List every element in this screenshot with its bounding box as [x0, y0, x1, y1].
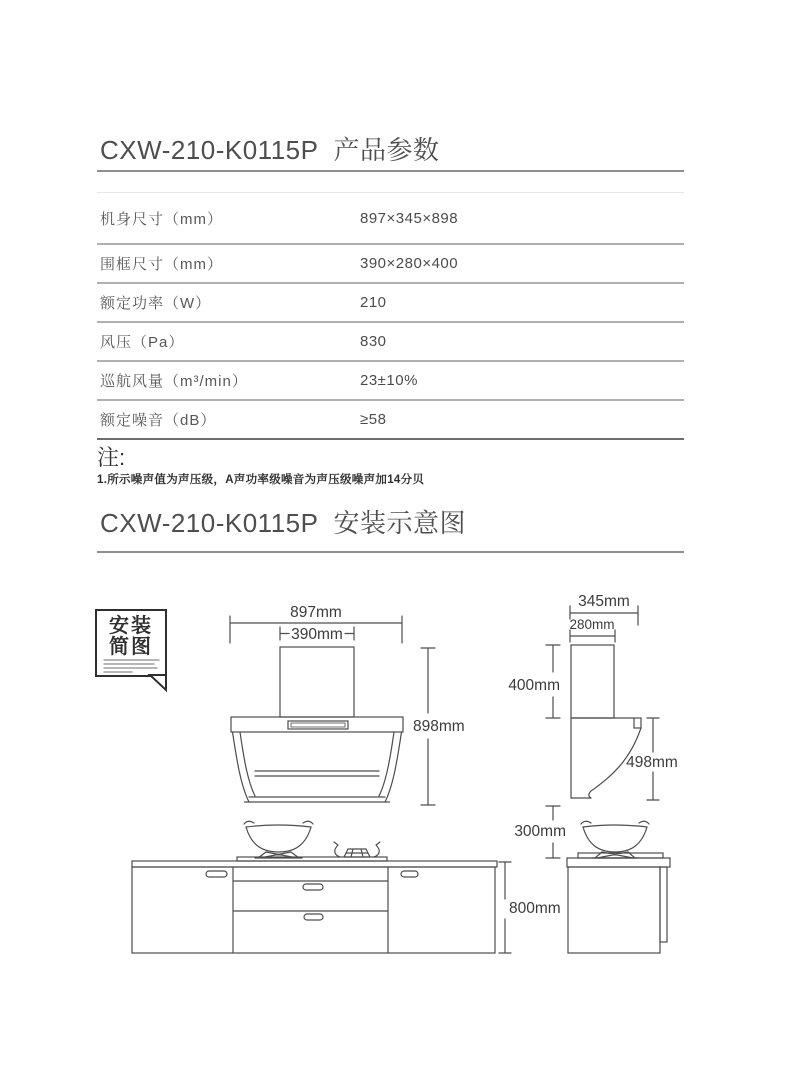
cabinet-front: [132, 867, 495, 953]
cabinet-side: [568, 867, 660, 953]
note-line: 1.所示噪声值为声压级，A声功率级噪音为声压级噪声加14分贝: [97, 474, 425, 486]
hood-duct-side: [571, 645, 614, 718]
spec-value: 23±10%: [360, 372, 418, 389]
spec-row-wind-pressure: [97, 323, 684, 362]
hood-vent-front: [288, 721, 348, 729]
spec-table: [97, 192, 684, 440]
cabinet-handle: [206, 871, 227, 877]
specs-title-divider: [97, 170, 684, 172]
spec-row-air-volume: [97, 362, 684, 401]
wok-front: [244, 821, 313, 858]
dim-duct-height-label: 400mm: [508, 677, 560, 694]
hood-plate-front: [231, 717, 403, 732]
stamp-line2: 简图: [109, 636, 153, 658]
spec-value: 830: [360, 333, 387, 350]
cabinet-panels: [233, 867, 388, 953]
hood-glass-line: [255, 771, 379, 776]
dim-clearance-label: 300mm: [514, 823, 566, 840]
side-view-drawing: [546, 606, 670, 953]
countertop-side: [567, 858, 670, 867]
spec-label: 额定功率（W）: [100, 295, 212, 312]
dim-cabinet-height-label: 800mm: [509, 900, 561, 917]
dim-duct-depth-label: 280mm: [569, 617, 615, 632]
spec-label: 风压（Pa）: [100, 334, 185, 351]
specs-section-title: CXW-210-K0115P 产品参数: [100, 135, 440, 165]
installation-diagram: [80, 575, 720, 990]
install-section-title: CXW-210-K0115P 安装示意图: [100, 508, 466, 538]
hood-mount-tab: [634, 718, 641, 728]
install-stamp: [96, 610, 166, 690]
stamp-line1: 安装: [109, 615, 153, 637]
hood-bottom-rim: [245, 797, 390, 802]
note-title: 注:: [97, 445, 126, 470]
drawer-handle: [304, 914, 323, 920]
install-title-divider: [97, 551, 684, 553]
gas-burner-front: [334, 842, 380, 857]
spec-value: ≥58: [360, 411, 387, 428]
spec-value: 897×345×898: [360, 209, 459, 227]
spec-row-body-size: [97, 193, 684, 245]
spec-value: 390×280×400: [360, 255, 459, 272]
spec-row-rated-power: [97, 284, 684, 323]
spec-label: 机身尺寸（mm）: [100, 210, 223, 228]
spec-label: 额定噪音（dB）: [100, 412, 217, 429]
cabinet-handle: [401, 871, 418, 877]
spec-label: 巡航风量（m³/min）: [100, 373, 248, 390]
dim-front-height-label: 898mm: [413, 718, 465, 735]
countertop-front: [132, 861, 497, 867]
front-view-drawing: [132, 616, 511, 953]
stamp-tail: [150, 675, 166, 690]
hood-duct-front: [280, 647, 354, 717]
spec-row-frame-size: [97, 245, 684, 284]
dim-front-width-label: 897mm: [290, 604, 342, 621]
dim-hood-height-label: 498mm: [626, 754, 678, 771]
spec-label: 围框尺寸（mm）: [100, 256, 223, 273]
spec-value: 210: [360, 294, 387, 311]
spec-row-rated-noise: [97, 401, 684, 440]
dim-side-depth-label: 345mm: [578, 593, 630, 610]
cabinet-back-panel: [660, 867, 667, 942]
drawer-handle: [303, 884, 323, 890]
dim-duct-width-label: 390mm: [291, 626, 343, 643]
